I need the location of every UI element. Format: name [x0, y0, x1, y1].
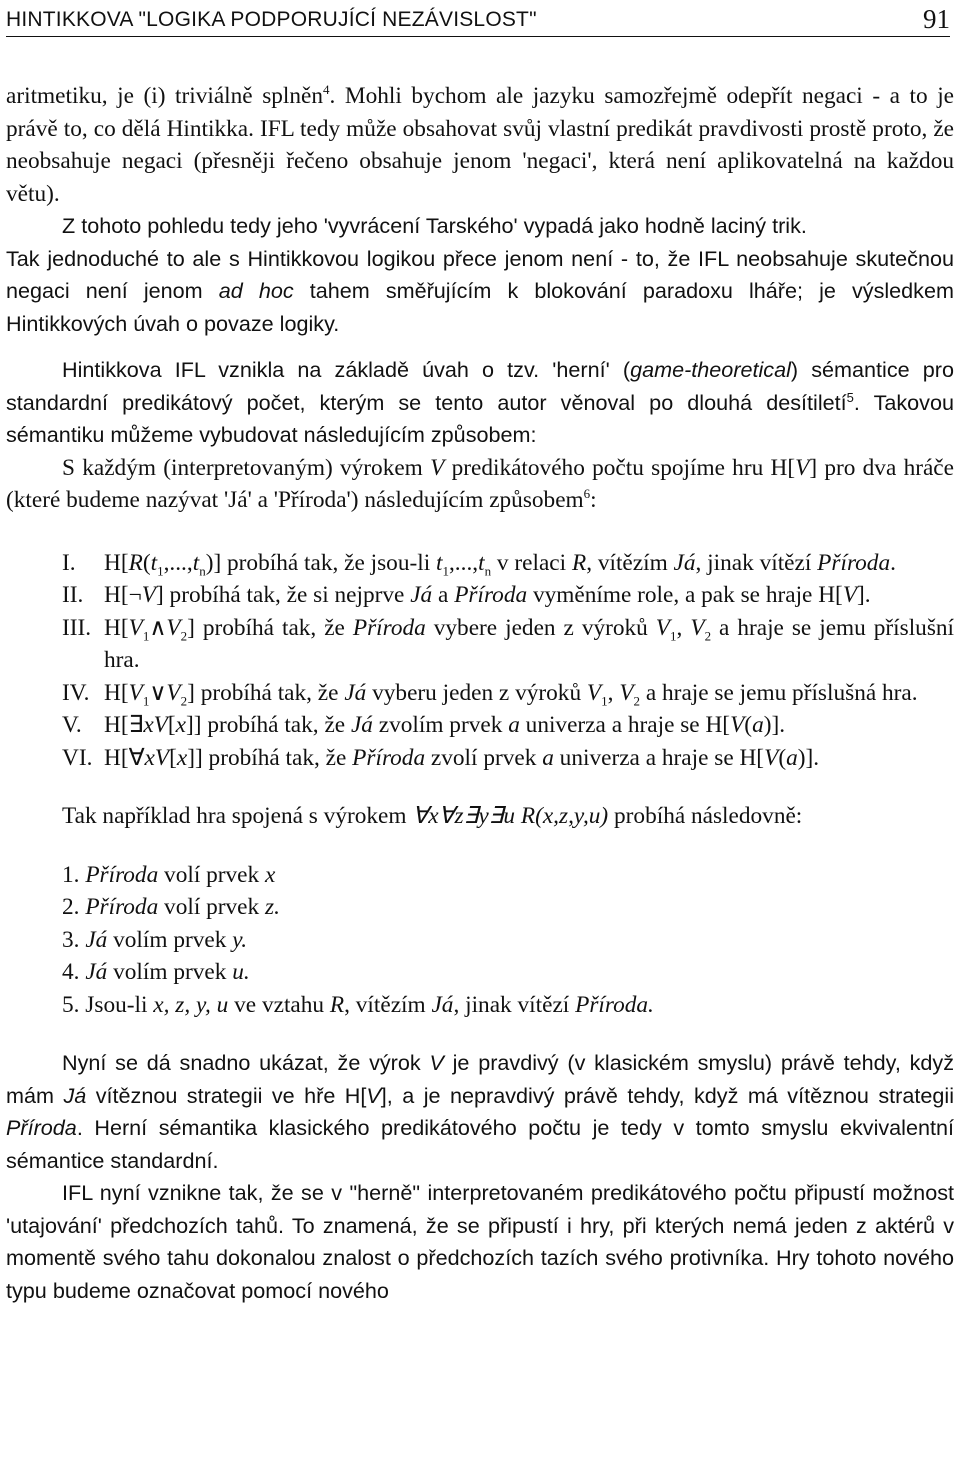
paragraph-5-text-end: :	[590, 487, 597, 513]
example-step: 4. Já volím prvek u.	[62, 959, 250, 985]
paragraph-2: Z tohoto pohledu tedy jeho 'vyvrácení Tarského' vypadá jako hodně laciný trik.	[62, 213, 807, 238]
paragraph-6-text-cont: probíhá následovně:	[608, 803, 803, 829]
example-step: 2. Příroda volí prvek z.	[62, 894, 280, 920]
paragraph-4-text-end: . Takovou sémantiku můžeme vybudovat následujícím způsobem:	[6, 389, 954, 447]
paragraph-3	[6, 243, 954, 341]
paragraph-6	[6, 800, 954, 833]
paragraph-5-text-more: ] pro dva hráče (které budeme nazývat 'Já' a 'Příroda') následujícím způsobem	[6, 454, 954, 513]
game-rules-list	[6, 547, 954, 775]
rule-item	[6, 547, 954, 580]
rule-text: H[¬V] probíhá tak, že si nejprve Já a Příroda vyměníme role, a pak se hraje H[V].	[104, 582, 871, 608]
example-step: 3. Já volím prvek y.	[62, 926, 248, 953]
paragraph-7-text: Nyní se dá snadno ukázat, že výrok	[62, 1050, 430, 1075]
rule-item	[6, 677, 954, 710]
paragraph-3-text-cont: tahem směřujícím k blokování paradoxu lháře; je výsledkem Hintikkových úvah o povaze logiky.	[6, 278, 954, 336]
rule-number: II.	[62, 582, 84, 608]
footnote-ref-6: 6	[583, 486, 591, 502]
rule-item	[6, 742, 954, 775]
game-theoretical-italic: game-theoretical	[630, 357, 791, 382]
rule-text: H[∃xV[x]] probíhá tak, že Já zvolím prvek a univerza a hraje se H[V(a)].	[104, 712, 786, 738]
rule-text: $H[V_1\wedge V_2]$ probíhá tak, že Příroda vybere jeden z výroků $V_1$, $V_2$ a hraje se jemu příslušní hra.	[104, 614, 955, 673]
example-step: 5. Jsou-li x, z, y, u ve vztahu R, vítězím Já, jinak vítězí Příroda.	[62, 991, 654, 1018]
paragraph-1-text-cont: . Mohli bychom ale jazyku samozřejmě odepřít negaci - a to je právě to, co dělá Hintikka. IFL tedy může obsahovat svůj vlastní predikát pravdivosti prostě proto, že neobsahuje negaci (přesněji řečeno obsahuje jenom 'negaci', která není aplikovatelná na každou větu).	[6, 83, 955, 207]
example-list	[6, 859, 954, 1022]
paragraph-5	[6, 452, 954, 517]
rule-text: $H[R(t_1,...,t_n)]$ probíhá tak, že jsou-li $t_1,...,t_n$ v relaci R, vítězím Já, jinak vítězí Příroda.	[104, 549, 896, 579]
rule-text: $H[V_1\vee V_2]$ probíhá tak, že Já vyberu jeden z výroků $V_1$, $V_2$ a hraje se jemu příslušná hra.	[104, 679, 918, 709]
rule-number: IV.	[62, 679, 90, 706]
paragraph-7: Nyní se dá snadno ukázat, že výrok V je pravdivý (v klasickém smyslu) právě tehdy, když mám Já vítěznou strategii ve hře H[V], a je nepravdivý právě tehdy, když má vítěznou strategii Příroda. Herní sémantika klasického predikátového počtu je tedy v tomto smyslu ekvivalentní sémantice standardní.	[6, 1050, 954, 1173]
var-V: V	[795, 454, 810, 481]
ad-hoc-italic: ad hoc	[218, 278, 294, 303]
paragraph-4-text-cont: ) sémantice pro standardní predikátový počet, kterým se tento autor věnoval po dlouhá desítiletí	[6, 357, 954, 415]
paragraph-8: IFL nyní vznikne tak, že se v "herně" interpretovaném predikátového počtu připustí možnost 'utajování' předchozích tahů. To znamená, že se připustí i hry, při kterých nemá jeden z aktérů v momentě svého tahu dokonalou znalost o předchozích tazích svého protivníka. Hry tohoto nového typu budeme označovat pomocí nového	[6, 1180, 954, 1303]
paragraph-3-text: Tak jednoduché to ale s Hintikkovou logikou přece jenom není - to, že IFL neobsahuje skutečnou negaci není jenom	[6, 245, 954, 303]
paragraph-5-text: S každým (interpretovaným) výrokem	[62, 454, 431, 481]
rule-item	[6, 579, 954, 612]
footnote-ref-4: 4	[323, 82, 330, 98]
page-body	[6, 80, 954, 1307]
running-header	[6, 4, 950, 37]
paragraph-5-text-cont: predikátového počtu spojíme hru H[	[444, 454, 796, 481]
rule-item	[6, 612, 954, 677]
running-header-title: HINTIKKOVA "LOGIKA PODPORUJÍCÍ NEZÁVISLOST"	[6, 8, 537, 31]
example-step: 1. Příroda volí prvek x	[62, 861, 276, 888]
paragraph-4-text: Hintikkova IFL vznikla na základě úvah o tzv. 'herní' (	[62, 357, 631, 382]
footnote-ref-5: 5	[846, 389, 854, 405]
formula: ∀x∀z∃y∃u R(x,z,y,u)	[412, 803, 609, 829]
paragraph-1-text: aritmetiku, je (i) triviálně splněn	[6, 83, 324, 109]
var-V: V	[430, 454, 445, 481]
rule-number: V.	[62, 712, 82, 738]
paragraph-1	[6, 80, 954, 210]
paragraph-4	[6, 354, 954, 452]
rule-text: H[∀xV[x]] probíhá tak, že Příroda zvolí prvek a univerza a hraje se H[V(a)].	[104, 744, 820, 771]
rule-item	[6, 709, 954, 742]
rule-number: III.	[62, 614, 92, 641]
rule-number: I.	[62, 549, 76, 576]
paragraph-6-text: Tak například hra spojená s výrokem	[62, 803, 413, 829]
page-number: 91	[923, 4, 950, 34]
rule-number: VI.	[62, 744, 93, 771]
